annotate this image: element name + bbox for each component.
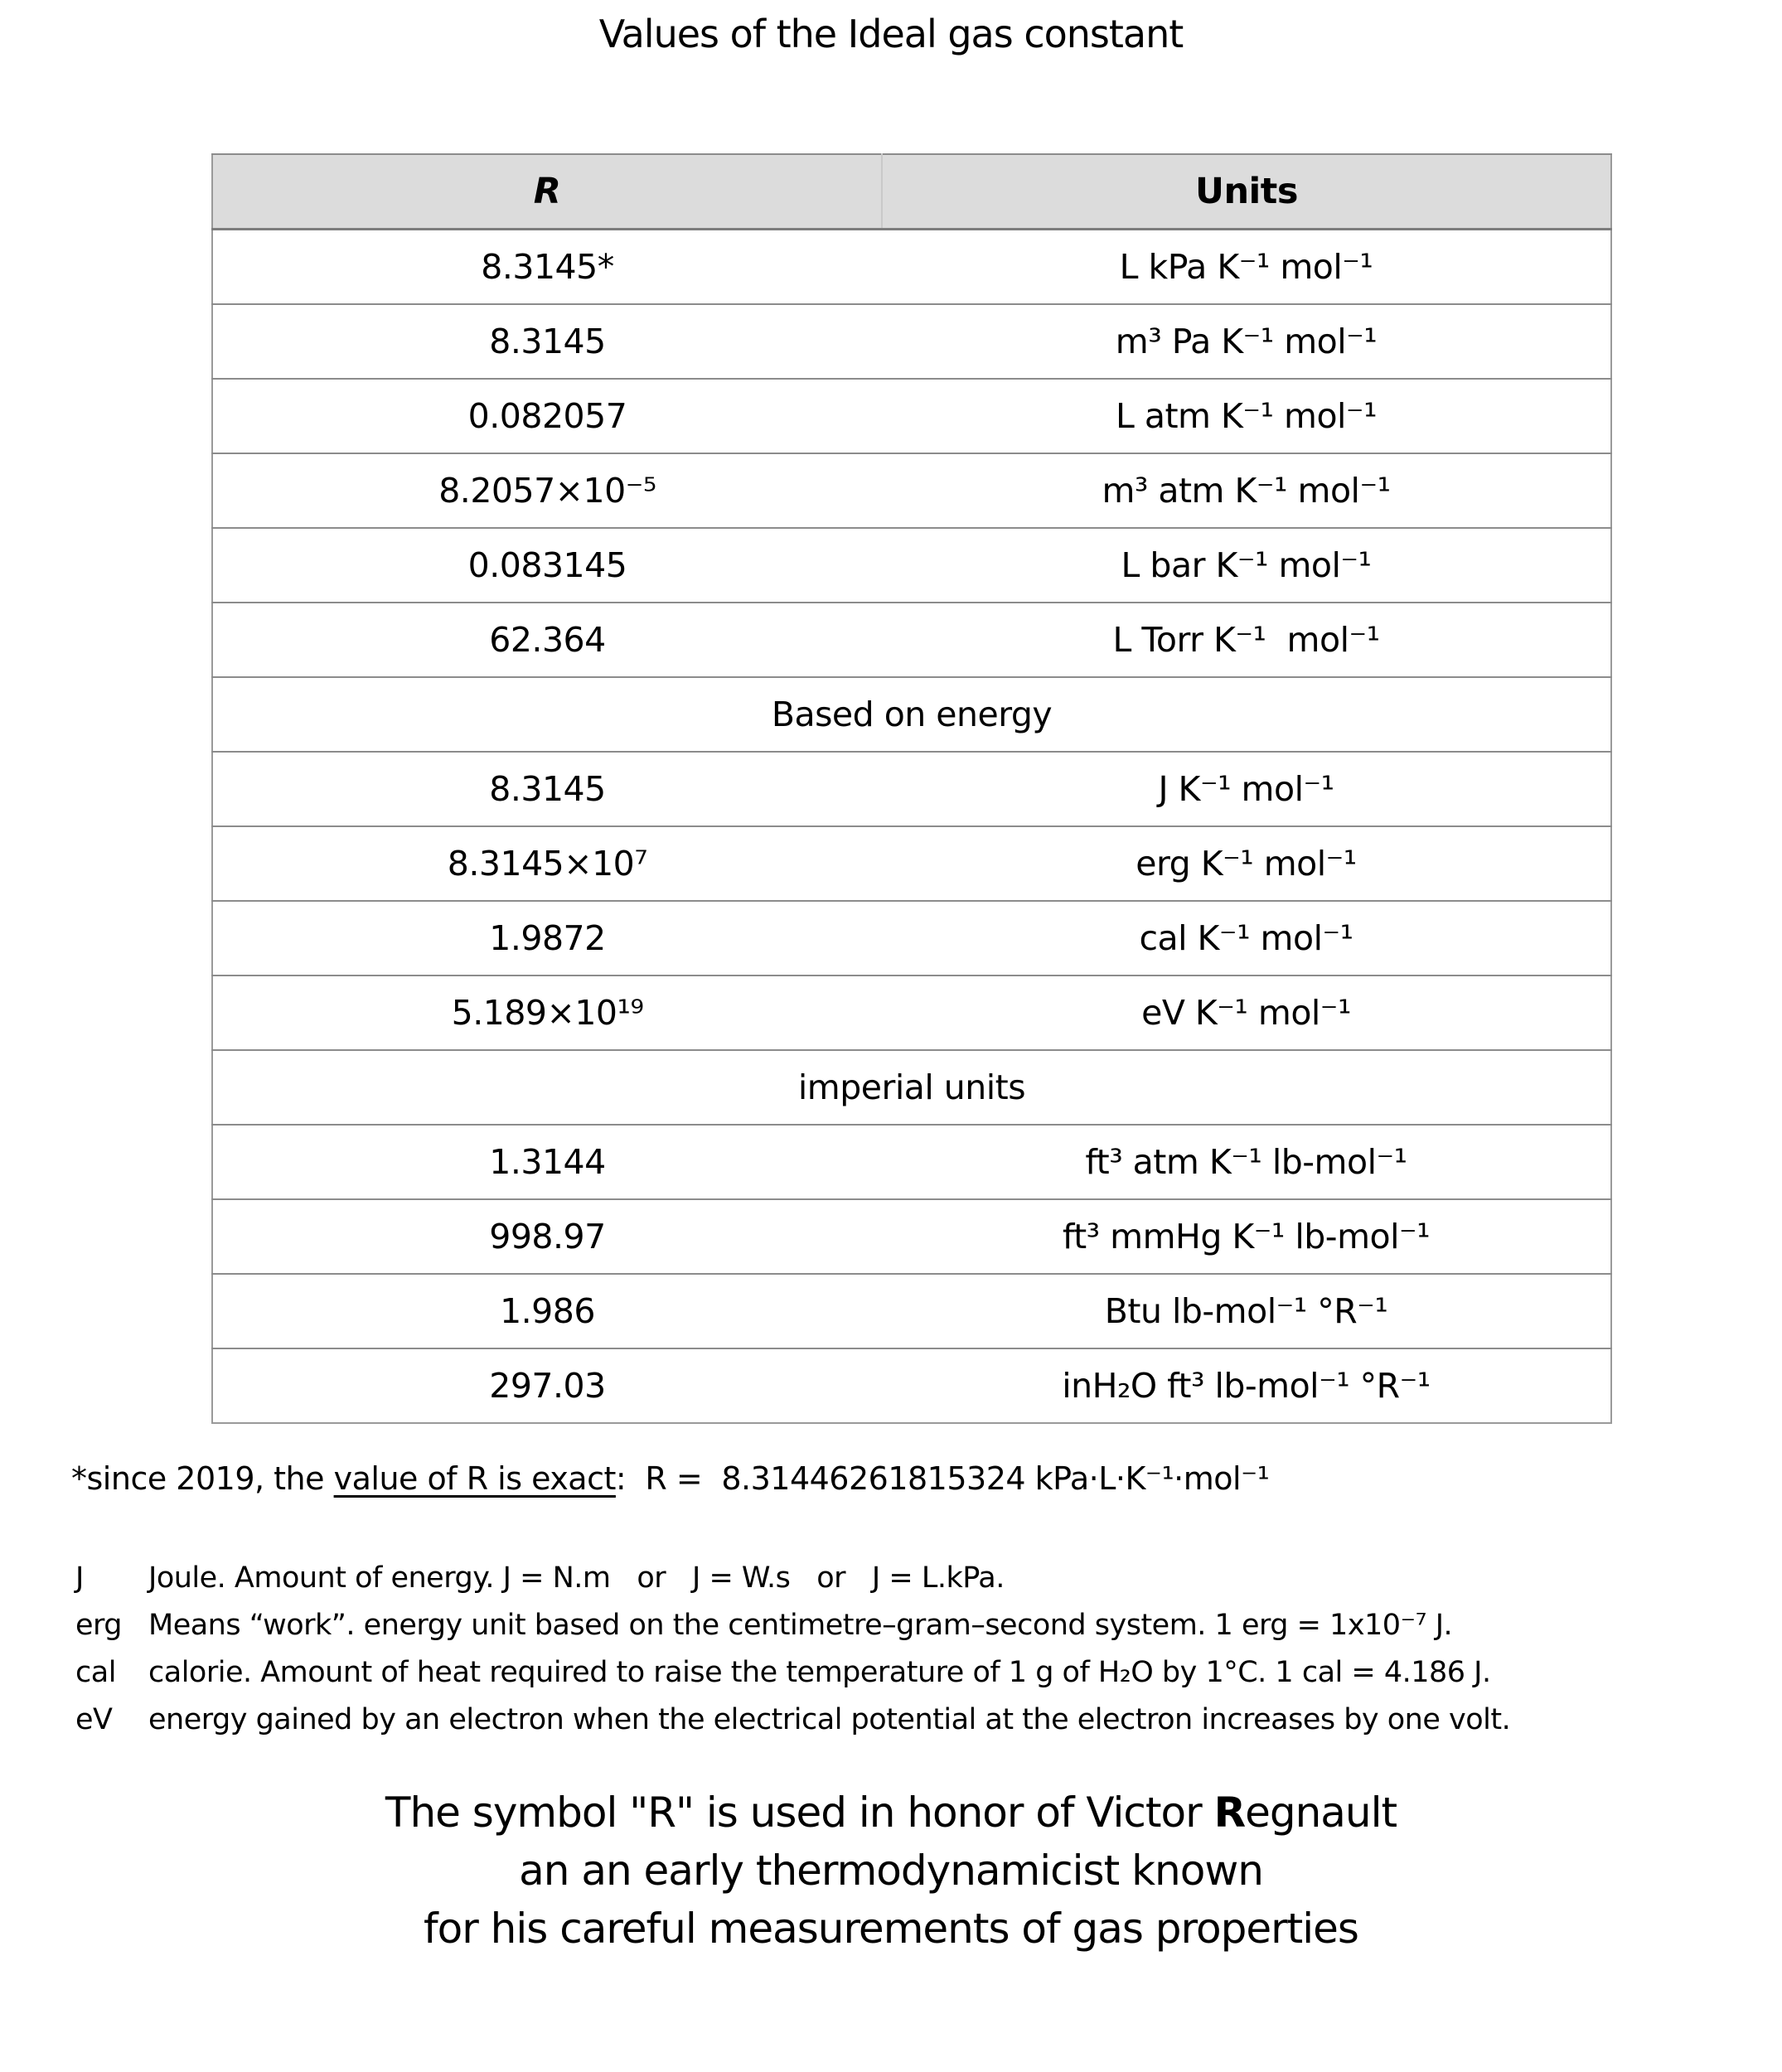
table-row <box>212 1348 1611 1423</box>
r-value-cell: 998.97 <box>212 1199 882 1274</box>
definition-row-erg <box>75 1602 1510 1649</box>
r-value-cell: 8.3145* <box>212 230 882 305</box>
regnault-note-line1 <box>0 1784 1782 1842</box>
r-value-cell: 8.3145 <box>212 304 882 379</box>
units-cell: erg K⁻¹ mol⁻¹ <box>882 826 1611 901</box>
footnote-prefix: *since 2019, the <box>71 1460 334 1497</box>
table-header-row <box>212 154 1611 230</box>
table-row <box>212 528 1611 603</box>
r-value-cell: 1.9872 <box>212 901 882 975</box>
footnote-suffix: : R = 8.31446261815324 kPa·L·K⁻¹·mol⁻¹ <box>615 1460 1270 1497</box>
gas-constant-table <box>211 153 1612 1424</box>
definition-text: calorie. Amount of heat required to raise the temperature of 1 g of H₂O by 1°C. 1 cal = 4.186 J. <box>148 1656 1491 1689</box>
r-value-cell: 297.03 <box>212 1348 882 1423</box>
units-cell: ft³ mmHg K⁻¹ lb-mol⁻¹ <box>882 1199 1611 1274</box>
units-cell: L bar K⁻¹ mol⁻¹ <box>882 528 1611 603</box>
regnault-note-line2: an an early thermodynamicist known <box>519 1847 1263 1895</box>
units-cell: L atm K⁻¹ mol⁻¹ <box>882 379 1611 453</box>
definition-term: erg <box>75 1609 123 1642</box>
r-value-cell: 8.2057×10⁻⁵ <box>212 453 882 528</box>
table-row <box>212 1125 1611 1199</box>
definition-term: cal <box>75 1656 116 1689</box>
regnault-note <box>0 1784 1782 1958</box>
r-value-cell: 0.082057 <box>212 379 882 453</box>
definition-text: Joule. Amount of energy. J = N.m or J = W.s or J = L.kPa. <box>148 1561 1005 1595</box>
units-cell: ft³ atm K⁻¹ lb-mol⁻¹ <box>882 1125 1611 1199</box>
r-value-cell: 62.364 <box>212 603 882 677</box>
definition-row-cal <box>75 1649 1510 1697</box>
definition-term: eV <box>75 1703 113 1736</box>
units-cell: Btu lb-mol⁻¹ °R⁻¹ <box>882 1274 1611 1348</box>
r-value-cell: 5.189×10¹⁹ <box>212 975 882 1050</box>
definition-text: energy gained by an electron when the electrical potential at the electron increases by one volt. <box>148 1703 1511 1736</box>
regnault-line1-rest: egnault <box>1245 1789 1397 1837</box>
table-row <box>212 453 1611 528</box>
units-cell: m³ atm K⁻¹ mol⁻¹ <box>882 453 1611 528</box>
r-value-cell: 0.083145 <box>212 528 882 603</box>
table-row <box>212 230 1611 305</box>
regnault-note-line3: for his careful measurements of gas properties <box>424 1905 1358 1953</box>
units-cell: L Torr K⁻¹ mol⁻¹ <box>882 603 1611 677</box>
units-cell: inH₂O ft³ lb-mol⁻¹ °R⁻¹ <box>882 1348 1611 1423</box>
r-value-cell: 1.3144 <box>212 1125 882 1199</box>
r-value-cell: 8.3145×10⁷ <box>212 826 882 901</box>
footnote-underlined-text: value of R is exact <box>333 1460 616 1497</box>
r-value-cell: 1.986 <box>212 1274 882 1348</box>
table-row <box>212 1274 1611 1348</box>
column-header-units: Units <box>882 154 1611 230</box>
table-row <box>212 826 1611 901</box>
units-cell: L kPa K⁻¹ mol⁻¹ <box>882 230 1611 305</box>
definition-row-ev <box>75 1697 1510 1744</box>
table-row <box>212 304 1611 379</box>
units-cell: eV K⁻¹ mol⁻¹ <box>882 975 1611 1050</box>
section-label: imperial units <box>212 1050 1611 1125</box>
exact-value-footnote <box>71 1460 1269 1497</box>
table-row <box>212 379 1611 453</box>
unit-definitions-list <box>75 1555 1510 1744</box>
units-cell: J K⁻¹ mol⁻¹ <box>882 752 1611 826</box>
table-row <box>212 603 1611 677</box>
column-header-r: R <box>212 154 882 230</box>
section-row-imperial-units <box>212 1050 1611 1125</box>
regnault-line1-bold-r: R <box>1213 1789 1246 1837</box>
definition-term: J <box>75 1561 84 1595</box>
table-row <box>212 901 1611 975</box>
table-row <box>212 752 1611 826</box>
r-value-cell: 8.3145 <box>212 752 882 826</box>
definition-row-joule <box>75 1555 1510 1602</box>
section-row-based-on-energy <box>212 677 1611 752</box>
section-label: Based on energy <box>212 677 1611 752</box>
table-row <box>212 1199 1611 1274</box>
regnault-line1-pre: The symbol "R" is used in honor of Victor <box>385 1789 1214 1837</box>
units-cell: cal K⁻¹ mol⁻¹ <box>882 901 1611 975</box>
definition-text: Means “work”. energy unit based on the centimetre–gram–second system. 1 erg = 1x10⁻⁷ J. <box>148 1609 1453 1642</box>
table-row <box>212 975 1611 1050</box>
units-cell: m³ Pa K⁻¹ mol⁻¹ <box>882 304 1611 379</box>
page-title: Values of the Ideal gas constant <box>598 12 1184 56</box>
